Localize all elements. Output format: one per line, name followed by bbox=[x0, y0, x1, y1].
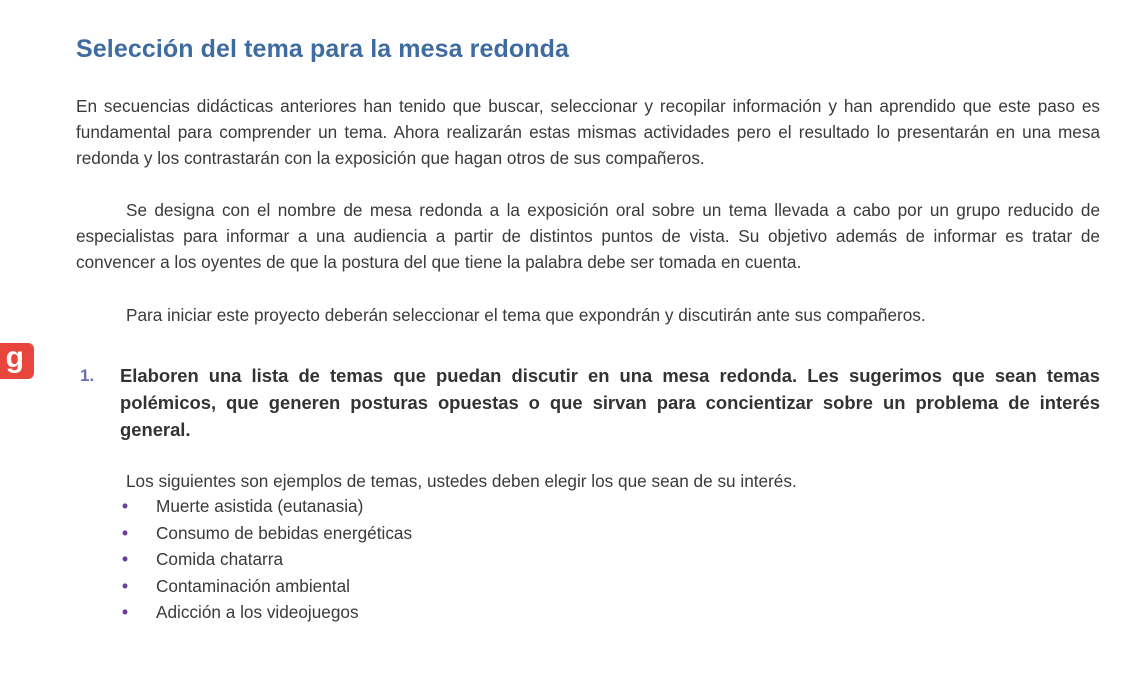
topic-label: Contaminación ambiental bbox=[156, 575, 350, 596]
activity-number: 1. bbox=[80, 366, 95, 385]
list-item bbox=[118, 573, 412, 600]
bullet-icon: • bbox=[122, 522, 129, 543]
list-item bbox=[118, 520, 412, 547]
intro-paragraph: En secuencias didácticas anteriores han tenido que buscar, seleccionar y recopilar información y han aprendido que este paso es fundamental para comprender un tema. Ahora realizarán estas mismas actividades pero el resultado lo presentarán en una mesa redonda y los contrastarán con la exposición que hagan otros de sus compañeros. bbox=[76, 96, 1100, 169]
list-item bbox=[118, 493, 412, 520]
instruction-paragraph: Para iniciar este proyecto deberán seleccionar el tema que expondrán y discutirán ante sus compañeros. bbox=[126, 305, 926, 326]
definition-paragraph: Se designa con el nombre de mesa redonda a la exposición oral sobre un tema llevada a cabo por un grupo reducido de especialistas para informar a una audiencia a partir de distintos puntos de vista. Su objetivo además de informar es tratar de convencer a los oyentes de que la postura del que tiene la palabra debe ser tomada en cuenta. bbox=[76, 200, 1100, 273]
topic-label: Consumo de bebidas energéticas bbox=[156, 522, 413, 543]
examples-intro: Los siguientes son ejemplos de temas, ustedes deben elegir los que sean de su interés. bbox=[126, 471, 797, 491]
list-item bbox=[118, 546, 412, 573]
topic-label: Comida chatarra bbox=[156, 549, 284, 569]
bullet-icon: • bbox=[122, 602, 129, 622]
topic-label: Muerte asistida (eutanasia) bbox=[156, 496, 364, 516]
list-item bbox=[118, 599, 412, 626]
section-title: Selección del tema para la mesa redonda bbox=[76, 34, 569, 63]
topic-label: Adicción a los videojuegos bbox=[156, 602, 359, 622]
bullet-icon: • bbox=[122, 575, 129, 596]
bullet-icon: • bbox=[122, 549, 129, 569]
activity-badge-icon: g bbox=[0, 343, 34, 379]
bullet-icon: • bbox=[122, 496, 129, 516]
activity-instruction: Elaboren una lista de temas que puedan discutir en una mesa redonda. Les sugerimos que sean temas polémicos, que generen posturas opuestas o que sirvan para concientizar sobre un problema de interés general. bbox=[120, 365, 1100, 440]
topic-list bbox=[118, 493, 412, 626]
